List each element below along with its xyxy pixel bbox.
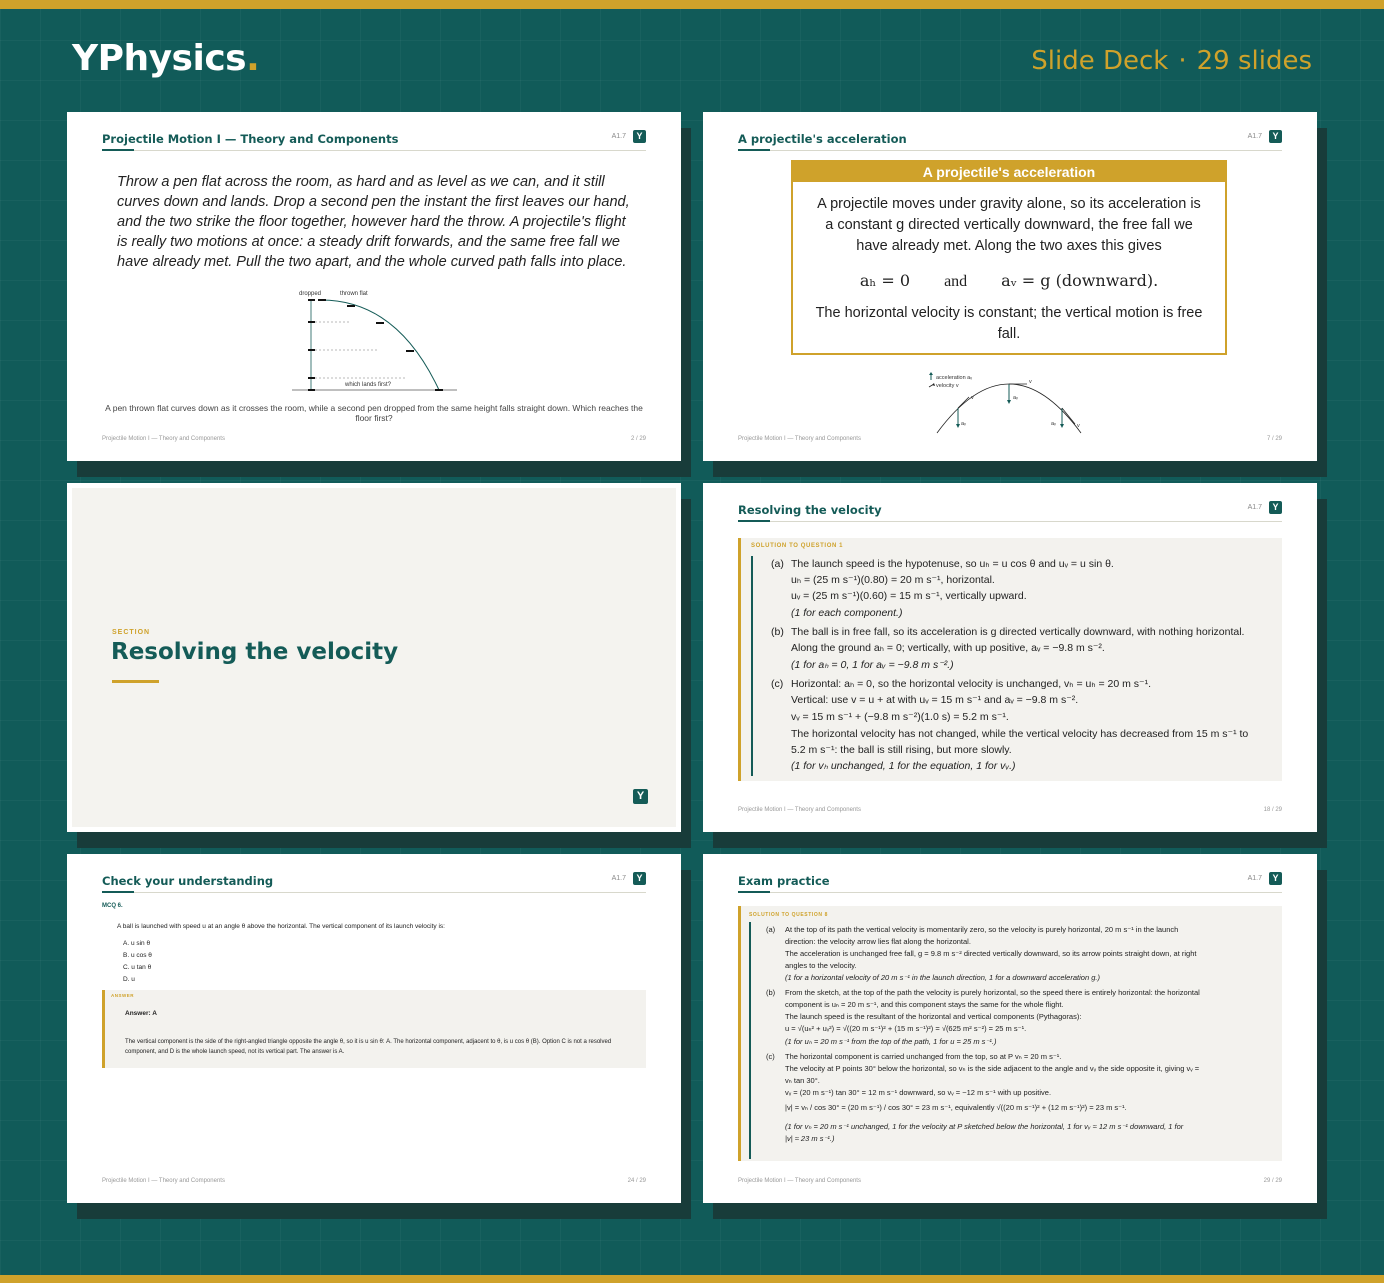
slide-title: Projectile Motion I — Theory and Components: [102, 132, 399, 146]
label-thrown: thrown flat: [340, 291, 368, 297]
bottom-accent-bar: [0, 1275, 1384, 1283]
slide-29[interactable]: [703, 854, 1317, 1203]
solution-body: [751, 556, 1272, 776]
figure-caption: A pen thrown flat curves down as it crosses the room, while a second pen dropped from the same height falls straight down. Which reaches the floor first?: [105, 403, 643, 423]
arrow-label-v-left: v: [971, 395, 974, 401]
y-logo-icon: Y: [1269, 501, 1282, 514]
slide-title: A projectile's acceleration: [738, 132, 907, 146]
slide-thumbnail-7[interactable]: [703, 112, 1317, 461]
top-accent-bar: [0, 0, 1384, 9]
deck-label: Slide Deck: [1031, 46, 1169, 76]
part-c-line-4: vᵥ = (20 m s⁻¹) tan 30° = 12 m s⁻¹ downward, so vᵥ = −12 m s⁻¹ with up positive.: [785, 1088, 1052, 1097]
slide-18[interactable]: [703, 483, 1317, 832]
answer-label: ANSWER: [111, 993, 134, 998]
part-b-line-3: The launch speed is the resultant of the horizontal and vertical components (Pythagoras):: [785, 1012, 1082, 1021]
arrow-label-a-right: aᵥ: [1051, 421, 1056, 427]
footer-title: Projectile Motion I — Theory and Components: [102, 436, 225, 442]
part-c-marks-2: |v| ≈ 23 m s⁻¹.): [785, 1134, 835, 1143]
legend-acceleration: acceleration aᵥ: [936, 375, 973, 381]
page-number: 18 / 29: [1263, 807, 1282, 813]
slide-title: Check your understanding: [102, 874, 274, 888]
label-dropped: dropped: [299, 291, 322, 297]
part-a-label: (a): [766, 925, 776, 934]
y-logo-icon: Y: [1269, 130, 1282, 143]
slide-title: Resolving the velocity: [738, 503, 882, 517]
footer-title: Projectile Motion I — Theory and Components: [738, 436, 861, 442]
part-b-label: (b): [766, 988, 776, 997]
part-b-marks: (1 for uₕ = 20 m s⁻¹ from the top of the path, 1 for u = 25 m s⁻¹.): [785, 1037, 997, 1046]
slide-header: [102, 872, 646, 894]
deck-separator: ·: [1178, 46, 1187, 76]
slide-thumbnail-29[interactable]: [703, 854, 1317, 1203]
part-b-marks: (1 for aₕ = 0, 1 for aᵥ = −9.8 m s⁻².): [791, 659, 954, 671]
header-rule-accent: [102, 891, 134, 893]
page-number: 29 / 29: [1263, 1178, 1282, 1184]
eq-and: and: [944, 273, 968, 290]
slide-header: [738, 501, 1282, 523]
slide-thumbnail-2[interactable]: [67, 112, 681, 461]
legend-velocity: velocity v: [936, 383, 959, 389]
part-a-marks: (1 for each component.): [791, 607, 903, 619]
part-a-label: (a): [771, 558, 784, 570]
mcq-option-a[interactable]: A. u sin θ: [123, 940, 151, 947]
slide-thumbnail-24[interactable]: [67, 854, 681, 1203]
answer-text: Answer: A: [125, 1010, 157, 1017]
y-logo-icon: Y: [633, 872, 646, 885]
eq-horizontal: aₕ = 0: [859, 271, 911, 290]
solution-body: [749, 922, 1272, 1159]
part-c-label: (c): [771, 678, 784, 690]
definition-para-1: A projectile moves under gravity alone, so its acceleration is a constant g directed vertically downward, the free fall we have already met. Along the two axes this gives: [817, 196, 1201, 254]
definition-box-title: A projectile's acceleration: [793, 162, 1225, 182]
slide-header: [738, 872, 1282, 894]
brand-name: YPhysics: [72, 38, 247, 79]
y-logo-icon: Y: [1269, 872, 1282, 885]
part-a-line-3: The acceleration is unchanged free fall, g = 9.8 m s⁻² directed vertically downward, so its arrow points straight down, at right: [785, 949, 1197, 958]
part-a-marks: (1 for a horizontal velocity of 20 m s⁻¹ in the launch direction, 1 for a downward acceleration g.): [785, 973, 1100, 982]
answer-panel: [102, 990, 646, 1068]
part-a-line-2: direction: the velocity arrow lies flat along the horizontal.: [785, 937, 971, 946]
slide-7[interactable]: [703, 112, 1317, 461]
brand-dot: .: [246, 38, 260, 79]
part-b-label: (b): [771, 626, 784, 638]
unit-code: A1.7: [1247, 133, 1262, 140]
mcq-option-c[interactable]: C. u tan θ: [123, 964, 152, 971]
unit-code: A1.7: [1247, 504, 1262, 511]
part-c-line-5: |v| = vₕ / cos 30° = (20 m s⁻¹) / cos 30° = 23 m s⁻¹, equivalently √((20 m s⁻¹)² + (12 m s⁻¹)²) = 23 m s⁻¹.: [785, 1103, 1127, 1112]
part-a-line-4: angles to the velocity.: [785, 961, 857, 970]
header-rule-accent: [738, 520, 770, 522]
footer-title: Projectile Motion I — Theory and Components: [102, 1178, 225, 1184]
page-number: 7 / 29: [1266, 436, 1282, 442]
section-label: SECTION: [112, 629, 151, 636]
definition-para-2: The horizontal velocity is constant; the vertical motion is free fall.: [815, 305, 1203, 342]
answer-explanation: The vertical component is the side of the right-angled triangle opposite the angle θ, so it is u sin θ: A. The horizontal component, adjacent to θ, is u cos θ (B). Option C is not a resolved component, and D is the whole launch speed, not its vertical part. The answer is A.: [125, 1039, 612, 1055]
part-a-line-1: At the top of its path the vertical velocity is momentarily zero, so the velocity is purely horizontal, 20 m s⁻¹ in the launch: [785, 925, 1179, 934]
arrow-label-v-right: v: [1077, 423, 1080, 429]
slide-count: 29 slides: [1196, 46, 1312, 76]
unit-code: A1.7: [611, 133, 626, 140]
header-rule: [738, 892, 1282, 893]
part-b-line-1: The ball is in free fall, so its acceleration is g directed vertically downward, with nothing horizontal.: [791, 626, 1245, 638]
part-a-line-3: uᵥ = (25 m s⁻¹)(0.60) = 15 m s⁻¹, vertically upward.: [791, 590, 1027, 602]
unit-code: A1.7: [1247, 875, 1262, 882]
slide-2[interactable]: [67, 112, 681, 461]
section-underline: [112, 680, 159, 683]
mcq-question: A ball is launched with speed u at an angle θ above the horizontal. The vertical component of its launch velocity is:: [117, 923, 445, 930]
footer-title: Projectile Motion I — Theory and Components: [738, 1178, 861, 1184]
part-c-line-4: The horizontal velocity has not changed, while the vertical velocity has decreased from 15 m s⁻¹ to: [791, 728, 1249, 740]
intro-paragraph: Throw a pen flat across the room, as hard and as level as we can, and it still curves down and lands. Drop a second pen the instant the first leaves our hand, and the two strike the floor together, however hard the throw. A projectile's flight is really two motions at once: a steady drift forwards, and the same free fall we have already met. Pull the two apart, and the whole curved path falls into place.: [117, 174, 630, 270]
part-b-line-4: u = √(uₕ² + uᵥ²) = √((20 m s⁻¹)² + (15 m s⁻¹)²) = √(625 m² s⁻²) = 25 m s⁻¹.: [785, 1024, 1027, 1033]
part-c-marks: (1 for vₕ unchanged, 1 for the equation, 1 for vᵥ.): [791, 760, 1016, 772]
solution-panel: [738, 538, 1282, 781]
solution-panel: [738, 906, 1282, 1161]
header-rule: [738, 521, 1282, 522]
footer-title: Projectile Motion I — Theory and Components: [738, 807, 861, 813]
part-b-line-2: Along the ground aₕ = 0; vertically, with up positive, aᵥ = −9.8 m s⁻².: [791, 642, 1105, 654]
mcq-number: MCQ 6.: [102, 903, 123, 909]
header-rule: [102, 892, 646, 893]
part-a-line-2: uₕ = (25 m s⁻¹)(0.80) = 20 m s⁻¹, horizontal.: [791, 574, 995, 586]
arrow-label-a-left: aᵥ: [961, 421, 966, 427]
part-a-line-1: The launch speed is the hypotenuse, so uₕ = u cos θ and uᵥ = u sin θ.: [791, 558, 1114, 570]
part-c-label: (c): [766, 1052, 775, 1061]
part-c-line-2: The velocity at P points 30° below the horizontal, so vₕ is the side adjacent to the angle and vᵥ the side opposite it, giving vᵥ =: [785, 1064, 1200, 1073]
part-c-line-5: 5.2 m s⁻¹: the ball is still rising, but more slowly.: [791, 744, 1012, 756]
solution-label: SOLUTION TO QUESTION 1: [751, 543, 844, 549]
eq-vertical: aᵥ = g (downward).: [1001, 271, 1159, 290]
label-which-lands: which lands first?: [345, 382, 392, 388]
page-number: 24 / 29: [627, 1178, 646, 1184]
part-c-line-1: Horizontal: aₕ = 0, so the horizontal velocity is unchanged, vₕ = uₕ = 20 m s⁻¹.: [791, 678, 1152, 690]
header-rule-accent: [738, 891, 770, 893]
slide-title: Exam practice: [738, 874, 830, 888]
y-logo-icon: Y: [633, 789, 648, 804]
slide-thumbnail-18[interactable]: [703, 483, 1317, 832]
page-number: 2 / 29: [630, 436, 646, 442]
trajectory-arrows-diagram: [703, 112, 1317, 461]
part-b-line-2: component is uₕ = 20 m s⁻¹, and this component stays the same for the whole flight.: [785, 1000, 1064, 1009]
arrow-label-a-top: aᵥ: [1013, 395, 1018, 401]
part-c-line-1: The horizontal component is carried unchanged from the top, so at P vₕ = 20 m s⁻¹.: [785, 1052, 1062, 1061]
arrow-label-v-top: v: [1029, 379, 1032, 385]
mcq-option-d[interactable]: D. u: [123, 976, 135, 983]
slide-thumbnail-section[interactable]: [67, 483, 681, 832]
part-c-line-3: vₕ tan 30°.: [785, 1076, 820, 1085]
part-c-line-3: vᵥ = 15 m s⁻¹ + (−9.8 m s⁻²)(1.0 s) = 5.2 m s⁻¹.: [791, 711, 1009, 723]
part-b-line-1: From the sketch, at the top of the path the velocity is purely horizontal, so the speed there is entirely horizontal: the horizontal: [785, 988, 1200, 997]
section-title: Resolving the velocity: [111, 639, 399, 665]
deck-meta: [1031, 46, 1312, 76]
section-slide[interactable]: [67, 483, 681, 832]
part-c-marks-1: (1 for vₕ = 20 m s⁻¹ unchanged, 1 for the velocity at P sketched below the horizontal, 1 for vᵥ ≈ 12 m s⁻¹ downward, 1 for: [785, 1122, 1184, 1131]
mcq-option-b[interactable]: B. u cos θ: [123, 952, 152, 959]
part-c-line-2: Vertical: use v = u + at with uᵥ = 15 m s⁻¹ and aᵥ = −9.8 m s⁻².: [791, 694, 1079, 706]
unit-code: A1.7: [611, 875, 626, 882]
solution-label: SOLUTION TO QUESTION 8: [749, 912, 828, 918]
y-logo-icon: Y: [633, 130, 646, 143]
brand-logo: [72, 38, 259, 79]
slide-24[interactable]: [67, 854, 681, 1203]
